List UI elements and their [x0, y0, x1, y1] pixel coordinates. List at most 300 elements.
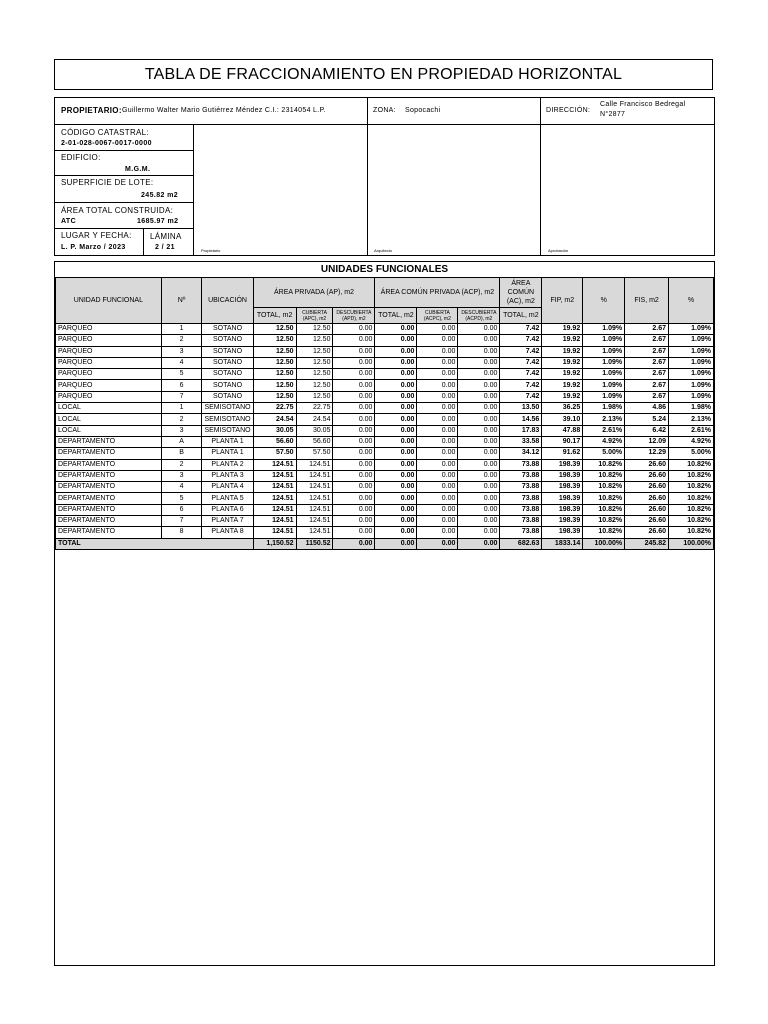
table-cell: SOTANO [202, 324, 253, 335]
table-cell: 0.00 [375, 459, 417, 470]
table-cell: 0.00 [417, 504, 458, 515]
divider [193, 125, 194, 255]
divider [540, 125, 541, 255]
table-cell: 12.50 [296, 391, 333, 402]
table-row [56, 414, 714, 425]
table-cell: 0.00 [333, 324, 375, 335]
table-cell: 5 [161, 369, 202, 380]
header-pct1: % [583, 278, 625, 324]
table-cell: 124.51 [296, 516, 333, 527]
table-cell: SOTANO [202, 346, 253, 357]
table-cell: 12.29 [625, 448, 669, 459]
table-cell: PARQUEO [56, 391, 162, 402]
table-cell: 0.00 [333, 391, 375, 402]
table-cell: 0.00 [458, 369, 500, 380]
table-cell: PLANTA 1 [202, 448, 253, 459]
table-cell: 2 [161, 335, 202, 346]
table-cell: 10.82% [583, 527, 625, 538]
table-cell: 124.51 [253, 470, 296, 481]
codigo-catastral-label: CÓDIGO CATASTRAL: [61, 128, 149, 137]
table-row [56, 516, 714, 527]
table-cell: 73.88 [500, 527, 542, 538]
table-cell: 0.00 [417, 459, 458, 470]
table-cell: 0.00 [458, 346, 500, 357]
table-cell: 0.00 [375, 482, 417, 493]
table-cell: 12.50 [253, 324, 296, 335]
table-cell: 1.09% [583, 324, 625, 335]
propietario-value: Guillermo Walter Mario Gutiérrez Méndez C.I.: 2314054 L.P. [122, 107, 326, 114]
table-cell: 0.00 [417, 403, 458, 414]
table-cell: 124.51 [253, 459, 296, 470]
table-cell: 10.82% [669, 527, 714, 538]
header-acp-total: TOTAL, m2 [375, 308, 417, 324]
area-total-label: ÁREA TOTAL CONSTRUIDA: [61, 206, 174, 215]
table-cell: 0.00 [458, 425, 500, 436]
header-ac-total: TOTAL, m2 [500, 308, 542, 324]
table-cell: 3 [161, 425, 202, 436]
table-cell: DEPARTAMENTO [56, 482, 162, 493]
table-cell: 0.00 [333, 380, 375, 391]
table-cell: 2.13% [669, 414, 714, 425]
document-title: TABLA DE FRACCIONAMIENTO EN PROPIEDAD HORIZONTAL [54, 59, 713, 90]
table-cell: 0.00 [458, 493, 500, 504]
table-cell: PARQUEO [56, 380, 162, 391]
table-cell: 26.60 [625, 470, 669, 481]
table-cell: 12.50 [296, 369, 333, 380]
table-cell: 4.92% [583, 436, 625, 447]
header-ap-group: ÁREA PRIVADA (AP), m2 [253, 278, 375, 308]
table-cell: 91.62 [542, 448, 583, 459]
table-cell: 10.82% [669, 459, 714, 470]
table-cell: 56.60 [296, 436, 333, 447]
table-cell: 90.17 [542, 436, 583, 447]
table-cell: PARQUEO [56, 335, 162, 346]
table-cell: 0.00 [417, 425, 458, 436]
table-cell: 2.67 [625, 346, 669, 357]
table-cell: 19.92 [542, 335, 583, 346]
table-cell: 19.92 [542, 357, 583, 368]
table-cell: 24.54 [253, 414, 296, 425]
total-cell: 0.00 [458, 538, 500, 549]
table-cell: PLANTA 5 [202, 493, 253, 504]
table-cell: 6 [161, 504, 202, 515]
table-cell: 6.42 [625, 425, 669, 436]
table-cell: 0.00 [417, 470, 458, 481]
table-cell: SOTANO [202, 335, 253, 346]
table-cell: 0.00 [417, 436, 458, 447]
header-acp-cubierta: CUBIERTA (ACPC), m2 [417, 308, 458, 324]
total-cell: 0.00 [375, 538, 417, 549]
table-cell: DEPARTAMENTO [56, 459, 162, 470]
table-cell: 13.50 [500, 403, 542, 414]
codigo-catastral-value: 2-01-028-0067-0017-0000 [61, 140, 152, 147]
table-cell: 198.39 [542, 493, 583, 504]
superficie-lote-label: SUPERFICIE DE LOTE: [61, 178, 154, 187]
table-cell: 0.00 [417, 324, 458, 335]
total-cell: 1,150.52 [253, 538, 296, 549]
table-cell: 1.09% [669, 369, 714, 380]
table-cell: 0.00 [458, 380, 500, 391]
table-cell: LOCAL [56, 403, 162, 414]
table-cell: 2.67 [625, 380, 669, 391]
table-cell: 10.82% [583, 516, 625, 527]
table-cell: 2.67 [625, 324, 669, 335]
table-cell: PLANTA 3 [202, 470, 253, 481]
table-row [56, 357, 714, 368]
header-row [55, 98, 714, 125]
table-cell: 1 [161, 403, 202, 414]
table-row [56, 335, 714, 346]
table-cell: 10.82% [669, 482, 714, 493]
table-cell: 3 [161, 470, 202, 481]
table-cell: 3 [161, 346, 202, 357]
table-cell: LOCAL [56, 425, 162, 436]
table-cell: 0.00 [458, 482, 500, 493]
table-row [56, 380, 714, 391]
table-cell: 0.00 [417, 516, 458, 527]
table-cell: 10.82% [583, 493, 625, 504]
table-cell: PLANTA 1 [202, 436, 253, 447]
table-cell: 0.00 [375, 516, 417, 527]
table-cell: 0.00 [458, 504, 500, 515]
table-cell: 1.09% [583, 391, 625, 402]
table-cell: 0.00 [375, 414, 417, 425]
header-ubicacion: UBICACIÓN [202, 278, 253, 324]
table-cell: 1.98% [583, 403, 625, 414]
table-cell: 0.00 [417, 335, 458, 346]
table-cell: 4 [161, 482, 202, 493]
divider [55, 228, 193, 229]
table-cell: 19.92 [542, 369, 583, 380]
table-cell: PARQUEO [56, 324, 162, 335]
table-cell: 2.67 [625, 357, 669, 368]
divider [367, 125, 368, 255]
table-cell: 10.82% [583, 504, 625, 515]
table-cell: 1 [161, 324, 202, 335]
table-cell: 12.50 [296, 357, 333, 368]
table-cell: 0.00 [417, 493, 458, 504]
table-cell: 0.00 [375, 391, 417, 402]
table-cell: 5.00% [669, 448, 714, 459]
table-cell: 198.39 [542, 459, 583, 470]
table-cell: PARQUEO [56, 346, 162, 357]
table-cell: 0.00 [458, 391, 500, 402]
table-title: UNIDADES FUNCIONALES [320, 264, 449, 275]
table-cell: 12.50 [253, 357, 296, 368]
table-cell: 198.39 [542, 504, 583, 515]
table-cell: 0.00 [375, 324, 417, 335]
table-cell: 5 [161, 493, 202, 504]
table-cell: 7.42 [500, 324, 542, 335]
table-cell: 0.00 [458, 414, 500, 425]
table-cell: 57.50 [296, 448, 333, 459]
divider [367, 98, 368, 124]
table-cell: 0.00 [333, 403, 375, 414]
table-cell: LOCAL [56, 414, 162, 425]
table-cell: 73.88 [500, 493, 542, 504]
table-cell: PLANTA 7 [202, 516, 253, 527]
header-ap-descubierta: DESCUBIERTA (APD), m2 [333, 308, 375, 324]
table-cell: 0.00 [333, 482, 375, 493]
table-row [56, 425, 714, 436]
table-cell: 7.42 [500, 391, 542, 402]
table-cell: 0.00 [375, 527, 417, 538]
signature-aprobacion: Aprobación [548, 248, 569, 253]
table-cell: 34.12 [500, 448, 542, 459]
table-cell: 124.51 [296, 470, 333, 481]
table-cell: 0.00 [417, 391, 458, 402]
table-row [56, 448, 714, 459]
table-cell: 0.00 [333, 448, 375, 459]
table-cell: 12.50 [296, 335, 333, 346]
table-cell: 10.82% [669, 504, 714, 515]
table-cell: 0.00 [417, 357, 458, 368]
table-cell: DEPARTAMENTO [56, 448, 162, 459]
table-cell: 0.00 [333, 335, 375, 346]
table-row [56, 459, 714, 470]
table-cell: 73.88 [500, 504, 542, 515]
table-cell: 124.51 [253, 493, 296, 504]
table-cell: SOTANO [202, 380, 253, 391]
table-cell: 0.00 [333, 425, 375, 436]
total-cell: 0.00 [333, 538, 375, 549]
table-cell: 1.09% [669, 324, 714, 335]
functional-units-section [54, 261, 715, 966]
table-cell: 7.42 [500, 346, 542, 357]
table-cell: 22.75 [296, 403, 333, 414]
table-cell: DEPARTAMENTO [56, 504, 162, 515]
table-cell: 4 [161, 357, 202, 368]
table-cell: 6 [161, 380, 202, 391]
table-cell: 2.13% [583, 414, 625, 425]
table-cell: 10.82% [583, 470, 625, 481]
table-cell: 0.00 [417, 527, 458, 538]
table-cell: 2.61% [669, 425, 714, 436]
table-cell: DEPARTAMENTO [56, 436, 162, 447]
table-cell: 0.00 [458, 527, 500, 538]
table-cell: SEMISOTANO [202, 414, 253, 425]
direccion-value-line2: N°2877 [600, 111, 626, 118]
table-cell: 4.86 [625, 403, 669, 414]
table-cell: 26.60 [625, 516, 669, 527]
table-cell: 0.00 [333, 459, 375, 470]
table-cell: 0.00 [417, 414, 458, 425]
table-cell: 0.00 [375, 436, 417, 447]
table-cell: 0.00 [458, 436, 500, 447]
lugar-fecha-value: L. P. Marzo / 2023 [61, 244, 126, 251]
table-cell: 124.51 [253, 516, 296, 527]
table-cell: 0.00 [458, 335, 500, 346]
table-row [56, 346, 714, 357]
table-cell: 12.50 [253, 391, 296, 402]
header-fis: FIS, m2 [625, 278, 669, 324]
table-cell: 0.00 [333, 470, 375, 481]
table-cell: 7 [161, 391, 202, 402]
zona-label: ZONA: [373, 107, 396, 114]
table-cell: 0.00 [375, 335, 417, 346]
table-cell: 1.09% [669, 391, 714, 402]
table-cell: 0.00 [375, 357, 417, 368]
table-row [56, 324, 714, 335]
table-cell: 198.39 [542, 516, 583, 527]
table-cell: 30.05 [296, 425, 333, 436]
table-cell: 73.88 [500, 470, 542, 481]
table-cell: 12.50 [296, 346, 333, 357]
table-cell: 39.10 [542, 414, 583, 425]
table-cell: 0.00 [375, 470, 417, 481]
table-cell: 0.00 [333, 346, 375, 357]
table-cell: 0.00 [375, 369, 417, 380]
table-cell: 0.00 [417, 482, 458, 493]
table-cell: SEMISOTANO [202, 425, 253, 436]
table-cell: 7.42 [500, 335, 542, 346]
table-cell: 0.00 [375, 425, 417, 436]
table-cell: DEPARTAMENTO [56, 470, 162, 481]
total-cell: 1150.52 [296, 538, 333, 549]
table-cell: 17.83 [500, 425, 542, 436]
table-cell: 0.00 [333, 504, 375, 515]
table-row [56, 403, 714, 414]
table-cell: 0.00 [375, 448, 417, 459]
table-row [56, 391, 714, 402]
table-cell: 124.51 [296, 504, 333, 515]
table-cell: 124.51 [296, 493, 333, 504]
table-cell: 0.00 [375, 346, 417, 357]
edificio-value: M.G.M. [125, 166, 151, 173]
table-cell: 1.09% [669, 335, 714, 346]
table-cell: 26.60 [625, 459, 669, 470]
table-cell: PARQUEO [56, 369, 162, 380]
table-cell: 24.54 [296, 414, 333, 425]
table-cell: 0.00 [417, 346, 458, 357]
table-cell: 1.09% [669, 346, 714, 357]
table-cell: 0.00 [375, 493, 417, 504]
table-cell: 73.88 [500, 516, 542, 527]
table-row [56, 369, 714, 380]
propietario-label: PROPIETARIO: [61, 106, 122, 115]
lamina-value: 2 / 21 [155, 244, 175, 251]
header-unidad: UNIDAD FUNCIONAL [56, 278, 162, 324]
table-cell: 47.88 [542, 425, 583, 436]
table-cell: 30.05 [253, 425, 296, 436]
table-cell: 12.09 [625, 436, 669, 447]
table-cell: 73.88 [500, 482, 542, 493]
table-row [56, 504, 714, 515]
table-cell: 0.00 [333, 436, 375, 447]
table-cell: 2 [161, 459, 202, 470]
table-cell: SEMISOTANO [202, 403, 253, 414]
table-cell: 0.00 [375, 380, 417, 391]
table-cell: 0.00 [417, 380, 458, 391]
table-cell: 12.50 [296, 380, 333, 391]
table-cell: 33.58 [500, 436, 542, 447]
info-block [54, 97, 715, 256]
table-cell: 0.00 [458, 448, 500, 459]
table-cell: 1.09% [583, 369, 625, 380]
table-cell: 198.39 [542, 527, 583, 538]
table-cell: 26.60 [625, 482, 669, 493]
table-row [56, 527, 714, 538]
divider [55, 175, 193, 176]
table-cell: PLANTA 6 [202, 504, 253, 515]
table-cell: 7.42 [500, 357, 542, 368]
table-cell: 22.75 [253, 403, 296, 414]
table-cell: 0.00 [417, 448, 458, 459]
header-acp-group: ÁREA COMÚN PRIVADA (ACP), m2 [375, 278, 500, 308]
table-cell: DEPARTAMENTO [56, 516, 162, 527]
table-cell: 0.00 [458, 459, 500, 470]
table-cell: 26.60 [625, 504, 669, 515]
table-cell: 10.82% [583, 482, 625, 493]
table-cell: PLANTA 4 [202, 482, 253, 493]
table-cell: 0.00 [417, 369, 458, 380]
header-nro: Nº [161, 278, 202, 324]
table-cell: 19.92 [542, 346, 583, 357]
table-cell: SOTANO [202, 369, 253, 380]
total-cell: 245.82 [625, 538, 669, 549]
signature-arquitecto: Arquitecto [374, 248, 393, 253]
table-cell: 1.98% [669, 403, 714, 414]
table-cell: 7.42 [500, 380, 542, 391]
divider [540, 98, 541, 124]
table-cell: PLANTA 2 [202, 459, 253, 470]
table-cell: 124.51 [253, 504, 296, 515]
table-cell: 8 [161, 527, 202, 538]
table-cell: 56.60 [253, 436, 296, 447]
header-ac-group: ÁREA COMÚN (AC), m2 [500, 278, 542, 308]
functional-units-table [55, 277, 714, 550]
total-label: TOTAL [56, 538, 254, 549]
table-cell: 7.42 [500, 369, 542, 380]
table-cell: 2.67 [625, 369, 669, 380]
divider [55, 150, 193, 151]
zona-value: Sopocachi [405, 107, 441, 114]
table-cell: SOTANO [202, 357, 253, 368]
table-cell: 0.00 [458, 357, 500, 368]
table-cell: 0.00 [333, 493, 375, 504]
total-cell: 1833.14 [542, 538, 583, 549]
table-cell: 26.60 [625, 493, 669, 504]
table-cell: 1.09% [583, 357, 625, 368]
table-cell: 10.82% [669, 516, 714, 527]
atc-value: 1685.97 m2 [137, 218, 179, 225]
table-cell: 124.51 [253, 527, 296, 538]
lamina-label: LÁMINA [150, 232, 182, 241]
table-cell: 12.50 [253, 335, 296, 346]
table-cell: 0.00 [458, 516, 500, 527]
lugar-fecha-label: LUGAR Y FECHA: [61, 231, 132, 240]
table-cell: 0.00 [375, 403, 417, 414]
table-cell: 1.09% [583, 335, 625, 346]
table-cell: 198.39 [542, 470, 583, 481]
table-cell: 14.56 [500, 414, 542, 425]
superficie-lote-value: 245.82 m2 [141, 192, 179, 199]
table-cell: 12.50 [253, 380, 296, 391]
table-cell: 26.60 [625, 527, 669, 538]
table-cell: 124.51 [296, 459, 333, 470]
table-cell: 198.39 [542, 482, 583, 493]
table-cell: 4.92% [669, 436, 714, 447]
signature-propietario: Propietario [201, 248, 221, 253]
table-cell: 5.24 [625, 414, 669, 425]
table-cell: 124.51 [296, 482, 333, 493]
table-row [56, 493, 714, 504]
table-cell: 12.50 [253, 346, 296, 357]
table-cell: 0.00 [458, 403, 500, 414]
table-cell: 2 [161, 414, 202, 425]
table-cell: 1.09% [583, 380, 625, 391]
table-cell: 19.92 [542, 324, 583, 335]
